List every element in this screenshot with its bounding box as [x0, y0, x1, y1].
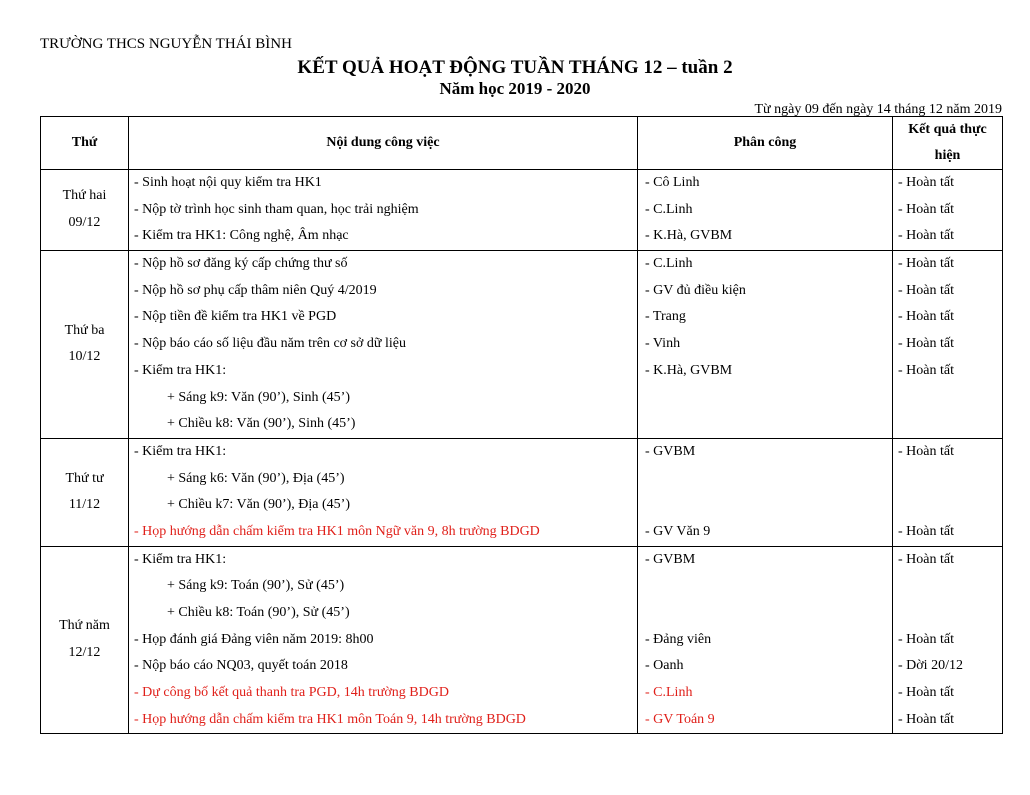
task-line: - Nộp hồ sơ đăng ký cấp chứng thư số	[134, 256, 348, 272]
result-status: - Hoàn tất	[898, 336, 954, 352]
task-line: - Kiểm tra HK1:	[134, 551, 227, 567]
task-line: - Dự công bố kết quả thanh tra PGD, 14h trường BDGD	[134, 685, 449, 701]
header-result	[893, 117, 1003, 170]
content-cell	[129, 251, 638, 439]
result-status: - Hoàn tất	[898, 256, 954, 272]
result-status: - Hoàn tất	[898, 228, 954, 244]
task-subline: + Chiều k7: Văn (90’), Địa (45’)	[167, 497, 350, 513]
assign-cell	[638, 251, 893, 439]
task-line: - Nộp tờ trình học sinh tham quan, học trải nghiệm	[134, 201, 419, 217]
result-status: - Hoàn tất	[898, 631, 954, 647]
content-cell	[129, 438, 638, 546]
task-line: - Sinh hoạt nội quy kiểm tra HK1	[134, 175, 322, 190]
date-range: Từ ngày 09 đến ngày 14 tháng 12 năm 2019	[754, 102, 1002, 117]
table-row	[41, 546, 1003, 734]
assignee: - Đảng viên	[645, 631, 712, 647]
assignee	[638, 573, 892, 600]
result-status: - Hoàn tất	[898, 685, 954, 701]
assignee: - GV đủ điều kiện	[645, 282, 746, 298]
header-row	[41, 117, 1003, 170]
result-status	[893, 385, 1002, 412]
task-subline: + Chiều k8: Toán (90’), Sử (45’)	[167, 605, 350, 620]
result-status: - Hoàn tất	[898, 282, 954, 298]
assignee	[638, 385, 892, 412]
header-content: Nội dung công việc	[129, 117, 638, 170]
assignee: - GVBM	[645, 443, 696, 459]
result-status: - Hoàn tất	[898, 551, 954, 567]
school-year: Năm học 2019 - 2020	[439, 79, 591, 98]
school-name: TRƯỜNG THCS NGUYỄN THÁI BÌNH	[40, 36, 292, 52]
day-date: 09/12	[68, 215, 101, 231]
assignee: - C.Linh	[645, 256, 693, 272]
result-status	[893, 492, 1002, 519]
day-date: 12/12	[68, 645, 101, 661]
task-line: - Nộp hồ sơ phụ cấp thâm niên Quý 4/2019	[134, 282, 377, 298]
assignee: - Oanh	[645, 658, 684, 674]
assignee	[638, 466, 892, 493]
assignee: - GVBM	[645, 551, 696, 567]
header-result-line1: Kết quả thực	[908, 122, 987, 137]
task-line: - Kiểm tra HK1:	[134, 443, 227, 459]
result-status: - Hoàn tất	[898, 309, 954, 325]
schedule-body	[41, 170, 1003, 734]
assignee: - K.Hà, GVBM	[645, 362, 733, 378]
day-cell	[41, 546, 129, 734]
header-day: Thứ	[41, 117, 129, 170]
assign-cell	[638, 438, 893, 546]
assignee	[638, 411, 892, 438]
task-line: - Họp đánh giá Đảng viên năm 2019: 8h00	[134, 631, 374, 647]
page-title: KẾT QUẢ HOẠT ĐỘNG TUẦN THÁNG 12 – tuần 2	[297, 57, 733, 78]
header-assign: Phân công	[638, 117, 893, 170]
day-date: 10/12	[68, 349, 101, 365]
task-line: - Nộp báo cáo số liệu đầu năm trên cơ sở dữ liệu	[134, 336, 406, 352]
result-status: - Hoàn tất	[898, 711, 954, 727]
assignee: - GV Toán 9	[645, 711, 715, 727]
result-status: - Hoàn tất	[898, 175, 954, 190]
task-line: - Họp hướng dẫn chấm kiểm tra HK1 môn Toán 9, 14h trường BDGD	[134, 711, 526, 727]
task-line: - Nộp báo cáo NQ03, quyết toán 2018	[134, 658, 348, 674]
table-row	[41, 251, 1003, 439]
assignee: - C.Linh	[645, 201, 693, 217]
result-status	[893, 411, 1002, 438]
assignee: - Vinh	[645, 336, 681, 352]
table-row	[41, 170, 1003, 251]
task-subline: + Sáng k6: Văn (90’), Địa (45’)	[167, 470, 345, 486]
schedule-table	[40, 116, 1003, 734]
result-status: - Hoàn tất	[898, 362, 954, 378]
assign-cell	[638, 170, 893, 251]
result-cell	[893, 251, 1003, 439]
result-status: - Hoàn tất	[898, 443, 954, 459]
assignee: - K.Hà, GVBM	[645, 228, 733, 244]
task-line: - Họp hướng dẫn chấm kiểm tra HK1 môn Ngữ văn 9, 8h trường BDGD	[134, 523, 540, 539]
day-cell	[41, 170, 129, 251]
content-cell	[129, 546, 638, 734]
result-status: - Hoàn tất	[898, 201, 954, 217]
assignee: - Cô Linh	[645, 175, 700, 190]
result-status	[893, 573, 1002, 600]
assign-cell	[638, 546, 893, 734]
day-date: 11/12	[68, 497, 101, 513]
day-name: Thứ ba	[64, 322, 105, 338]
result-cell	[893, 438, 1003, 546]
header-result-line2: hiện	[934, 148, 961, 163]
result-status: - Dời 20/12	[898, 658, 963, 674]
day-name: Thứ tư	[65, 470, 104, 486]
assignee: - Trang	[645, 309, 686, 325]
result-status	[893, 466, 1002, 493]
task-line: - Nộp tiền đề kiểm tra HK1 về PGD	[134, 309, 337, 325]
task-line: - Kiểm tra HK1: Công nghệ, Âm nhạc	[134, 228, 349, 244]
assignee: - C.Linh	[645, 685, 693, 701]
day-cell	[41, 438, 129, 546]
assignee	[638, 492, 892, 519]
result-status: - Hoàn tất	[898, 523, 954, 539]
day-name: Thứ hai	[62, 188, 107, 204]
result-status	[893, 600, 1002, 627]
content-cell	[129, 170, 638, 251]
result-cell	[893, 170, 1003, 251]
day-name: Thứ năm	[59, 618, 110, 634]
task-subline: + Chiều k8: Văn (90’), Sinh (45’)	[167, 416, 356, 432]
day-cell	[41, 251, 129, 439]
task-subline: + Sáng k9: Văn (90’), Sinh (45’)	[167, 389, 351, 405]
task-subline: + Sáng k9: Toán (90’), Sử (45’)	[167, 578, 345, 594]
assignee	[638, 600, 892, 627]
result-cell	[893, 546, 1003, 734]
task-line: - Kiểm tra HK1:	[134, 362, 227, 378]
table-row	[41, 438, 1003, 546]
assignee: - GV Văn 9	[645, 523, 711, 539]
